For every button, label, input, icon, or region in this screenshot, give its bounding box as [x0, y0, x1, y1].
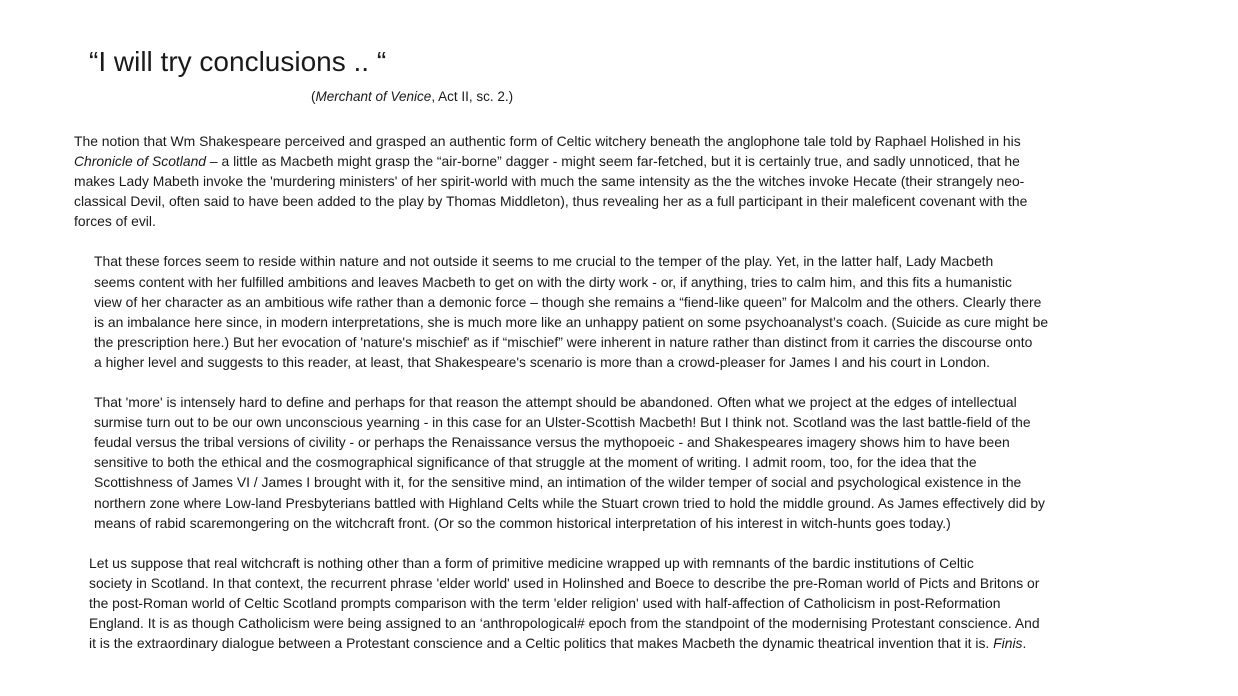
citation: [311, 87, 513, 107]
text-line: [74, 211, 1130, 231]
text-segment: is an imbalance here since, in modern interpretations, she is much more like an unhappy patient on some psychoanalyst’s coach. (Suicide as cure might be: [94, 313, 1049, 330]
text-line: [74, 452, 1130, 472]
text-segment: sensitive to both the ethical and the cosmographical significance of that struggle at the moment of writing. I admit room, too, for the idea that the: [94, 454, 977, 471]
text-line: [74, 553, 1130, 573]
document-title: “I will try conclusions .. “: [89, 46, 387, 77]
text-line: [74, 151, 1130, 171]
text-segment: The notion that Wm Shakespeare perceived and grasped an authentic form of Celtic witchery beneath the anglophone tale told by Raphael Holished in his: [74, 133, 1021, 149]
citation-open: (: [311, 89, 316, 104]
text-segment: That 'more' is intensely hard to define and perhaps for that reason the attempt should be abandoned. Often what we project at the edges of intellectual: [94, 394, 1017, 411]
text-line: [74, 392, 1130, 412]
text-segment: means of rabid scaremongering on the witchcraft front. (Or so the common historical interpretation of his interest in witch-hunts goes today.): [94, 514, 951, 531]
text-line: [74, 493, 1130, 513]
text-segment: surmise turn out to be our own unconscious yearning - in this case for an Ulster-Scottish Macbeth! But I think not. Scotland was the last battle-field of the: [94, 414, 1031, 431]
italic-text: Chronicle of Scotland: [74, 153, 207, 170]
paragraph-2: [74, 251, 1130, 372]
text-segment: Let us suppose that real witchcraft is nothing other than a form of primitive medicine wrapped up with remnants of the bardic institutions of Celtic: [89, 554, 974, 571]
text-line: [74, 332, 1130, 352]
text-segment: classical Devil, often said to have been added to the play by Thomas Middleton), thus revealing her as a full participant in their maleficent covenant with the: [74, 193, 1028, 210]
text-line: [74, 472, 1130, 492]
text-segment: society in Scotland. In that context, the recurrent phrase 'elder world' used in Holinshed and Boece to describe the pre-Roman world of Picts and Britons or: [89, 574, 1040, 591]
text-segment: it is the extraordinary dialogue between a Protestant conscience and a Celtic politics that makes Macbeth the dynamic theatrical invention that it is.: [89, 635, 994, 652]
paragraph-1: [74, 131, 1130, 231]
text-segment: northern zone where Low-land Presbyterians battled with Highland Celts while the Stuart crown tried to hold the middle ground. As James effectively did by: [94, 494, 1045, 511]
text-line: [74, 593, 1130, 613]
paragraph-4: [74, 553, 1130, 653]
essay-body: [74, 131, 1130, 673]
text-line: [74, 171, 1130, 191]
text-segment: .: [1022, 635, 1027, 652]
text-segment: That these forces seem to reside within nature and not outside it seems to me crucial to the temper of the play. Yet, in the latter half, Lady Macbeth: [94, 253, 994, 270]
text-line: [74, 131, 1130, 151]
text-line: [74, 352, 1130, 372]
text-line: [74, 312, 1130, 332]
text-segment: – a little as Macbeth might grasp the “air-borne” dagger - might seem far-fetched, but it is certainly true, and sadly unnoticed, that he: [206, 153, 1020, 170]
text-segment: England. It is as though Catholicism were being assigned to an ‘anthropological# epoch from the standpoint of the modernising Protestant conscience. And: [89, 614, 1040, 631]
text-line: [74, 272, 1130, 292]
text-line: [74, 633, 1130, 653]
text-segment: makes Lady Mabeth invoke the 'murdering ministers' of her spirit-world with much the same intensity as the the witches invoke Hecate (their strangely neo-: [74, 173, 1025, 190]
text-line: [74, 251, 1130, 271]
text-line: [74, 613, 1130, 633]
text-line: [74, 513, 1130, 533]
citation-work: Merchant of Venice: [315, 89, 432, 104]
paragraph-3: [74, 392, 1130, 533]
text-line: [74, 573, 1130, 593]
text-segment: a higher level and suggests to this reader, at least, that Shakespeare's scenario is more than a crowd-pleaser for James I and his court in London.: [94, 353, 991, 370]
text-line: [74, 412, 1130, 432]
text-segment: feudal versus the tribal versions of civility - or perhaps the Renaissance versus the mythopoeic - and Shakespeares imagery shows him to have been: [94, 434, 1010, 451]
text-segment: forces of evil.: [74, 213, 156, 230]
text-line: [74, 292, 1130, 312]
italic-text: Finis: [993, 635, 1023, 652]
text-segment: Scottishness of James VI / James I brought with it, for the sensitive mind, an intimation of the wilder temper of social and psychological existence in the: [94, 474, 1022, 491]
text-segment: view of her character as an ambitious wife rather than a demonic force – though she remains a “fiend-like queen” for Malcolm and the others. Clearly there: [94, 293, 1042, 310]
citation-rest: , Act II, sc. 2.): [431, 89, 514, 104]
text-segment: seems content with her fulfilled ambitions and leaves Macbeth to get on with the dirty work - or, if anything, tries to calm him, and this fits a humanistic: [94, 273, 1012, 290]
text-line: [74, 191, 1130, 211]
text-segment: the prescription here.) But her evocation of 'nature's mischief' as if “mischief” were inherent in nature rather than distinct from it carries the discourse onto: [94, 333, 1033, 350]
text-line: [74, 432, 1130, 452]
text-segment: the post-Roman world of Celtic Scotland prompts comparison with the term 'elder religion' used with half-affection of Catholicism in post-Reformation: [89, 594, 1001, 611]
